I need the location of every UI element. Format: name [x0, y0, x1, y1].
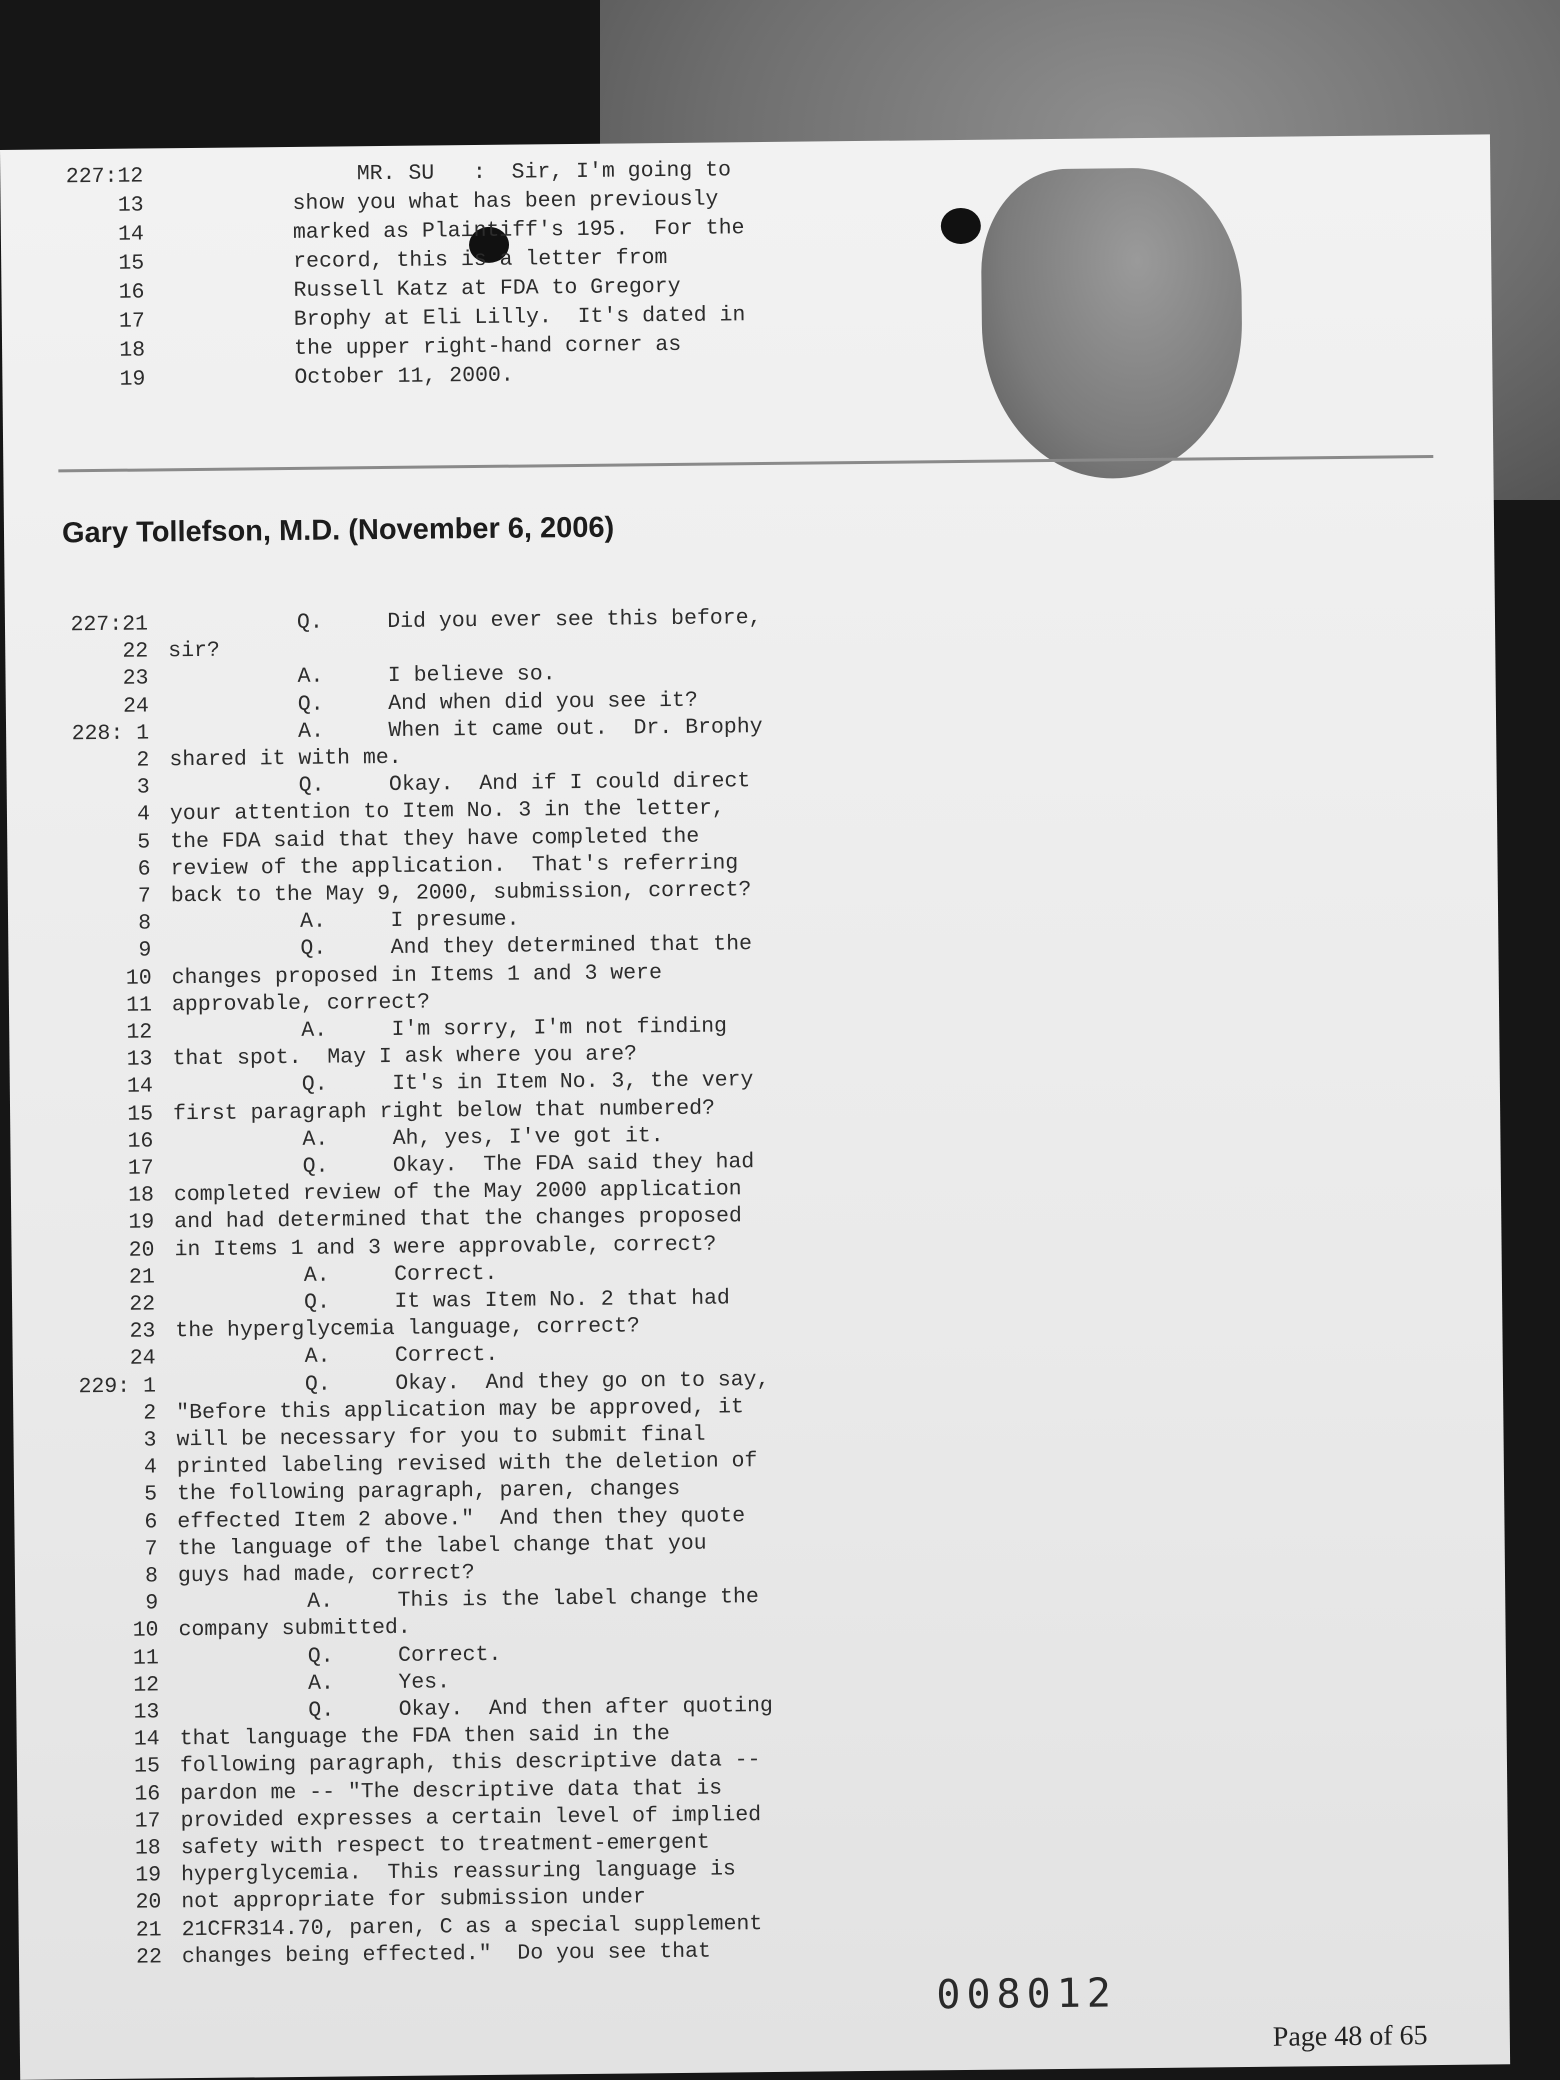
line-number: 15 [134, 1754, 161, 1780]
line-text: hyperglycemia. This reassuring language is [180, 1857, 736, 1888]
line-text: Q. Did you ever see this before, [167, 606, 762, 637]
line-number: 22 [129, 1292, 156, 1317]
line-text: 21CFR314.70, paren, C as a special supplement [181, 1911, 763, 1942]
line-number: 17 [127, 1156, 154, 1181]
line-number: 13 [117, 193, 144, 218]
line-number: 3 [136, 775, 150, 800]
line-text: A. When it came out. Dr. Brophy [168, 714, 763, 746]
line-text: marked as Plaintiff's 195. For the [163, 216, 745, 247]
transcript-line [15, 1616, 410, 1644]
line-text: will be necessary for you to submit final [176, 1422, 706, 1453]
transcript-line [14, 1504, 745, 1536]
line-text: in Items 1 and 3 were approvable, correct? [174, 1232, 717, 1262]
page-number: Page 48 of 65 [1272, 2020, 1428, 2053]
line-text: sir? [168, 638, 220, 664]
transcript-line [0, 187, 718, 219]
transcript-line [11, 1177, 742, 1209]
line-number: 12 [126, 1020, 153, 1045]
line-text: Q. Okay. The FDA said they had [173, 1150, 755, 1181]
bates-number: 008012 [936, 1970, 1118, 2019]
line-number: 22 [135, 1945, 163, 1970]
transcript-line [5, 606, 762, 638]
line-text: the hyperglycemia language, correct? [175, 1314, 640, 1344]
transcript-line [1, 246, 667, 277]
transcript-line [17, 1749, 761, 1781]
transcript-line [10, 1069, 754, 1101]
line-text: A. This is the label change the [178, 1585, 759, 1616]
line-text: Q. Okay. And then after quoting [179, 1693, 773, 1725]
line-text: changes proposed in Items 1 and 3 were [171, 960, 663, 990]
transcript-line [2, 303, 746, 335]
transcript-line [15, 1531, 707, 1562]
line-number: 229: 1 [78, 1374, 157, 1399]
line-number: 228: 1 [71, 721, 150, 747]
transcript-line [18, 1831, 710, 1862]
transcript-line [8, 878, 752, 910]
line-number: 22 [122, 639, 149, 664]
line-number: 14 [117, 222, 145, 247]
transcript-line [6, 715, 763, 747]
transcript-line [13, 1423, 705, 1454]
line-text: Q. Correct. [178, 1642, 502, 1670]
line-text: provided expresses a certain level of implied [180, 1802, 762, 1833]
transcript-line [5, 639, 220, 665]
transcript-line [18, 1858, 736, 1890]
line-number: 16 [118, 280, 145, 305]
line-text: Q. Okay. And they go on to say, [175, 1367, 770, 1398]
line-number: 16 [134, 1782, 161, 1807]
line-number: 10 [125, 966, 152, 991]
transcript-line [10, 1096, 715, 1127]
transcript-line [7, 851, 738, 883]
transcript-line [10, 1124, 663, 1155]
line-text: show you what has been previously [163, 187, 719, 218]
transcript-line [8, 908, 520, 937]
line-number: 8 [144, 1564, 159, 1589]
line-text: and had determined that the changes proposed [174, 1204, 743, 1235]
line-text: the FDA said that they have completed the [170, 824, 700, 854]
line-text: effected Item 2 above." And then they quote [177, 1503, 746, 1534]
transcript-line [12, 1262, 498, 1291]
line-number: 20 [135, 1890, 162, 1916]
line-text: the language of the label change that you [177, 1531, 707, 1562]
line-number: 227:12 [65, 164, 144, 190]
line-text: completed review of the May 2000 application [173, 1177, 742, 1208]
line-text: Q. And when did you see it? [168, 688, 698, 718]
deposition-page [0, 134, 1510, 2079]
line-number: 15 [127, 1102, 154, 1127]
punch-hole [941, 208, 981, 244]
line-text: A. Correct. [174, 1261, 498, 1290]
line-number: 2 [143, 1401, 157, 1426]
line-number: 2 [136, 748, 150, 773]
line-number: 12 [133, 1673, 160, 1698]
line-text: the following paragraph, paren, changes [176, 1477, 681, 1507]
transcript-line [9, 1043, 637, 1074]
transcript-line [11, 1205, 742, 1237]
line-number: 18 [128, 1183, 155, 1208]
transcript-line [2, 333, 681, 364]
line-number: 15 [118, 251, 145, 276]
transcript-line [1, 216, 745, 248]
line-text: review of the application. That's referring [170, 851, 739, 882]
transcript-line [12, 1315, 640, 1346]
line-number: 11 [126, 993, 153, 1018]
line-text: A. Yes. [178, 1670, 451, 1698]
line-number: 23 [129, 1319, 156, 1344]
line-text: A. I believe so. [168, 662, 556, 691]
thumb-overlay [980, 167, 1243, 480]
line-text: Brophy at Eli Lilly. It's dated in [164, 303, 746, 334]
transcript-line [11, 1150, 755, 1182]
transcript-line [17, 1722, 670, 1753]
line-number: 14 [133, 1727, 160, 1752]
line-text: first paragraph right below that numbered? [172, 1096, 716, 1126]
line-text: your attention to Item No. 3 in the letter, [169, 796, 725, 827]
line-number: 7 [137, 884, 151, 909]
line-number: 13 [133, 1700, 160, 1725]
line-number: 4 [143, 1455, 157, 1480]
line-number: 4 [136, 802, 151, 827]
line-number: 5 [144, 1482, 158, 1507]
line-number: 18 [134, 1836, 161, 1861]
transcript-line [15, 1561, 475, 1590]
line-number: 7 [144, 1537, 158, 1562]
line-number: 21 [135, 1917, 162, 1943]
line-number: 18 [119, 338, 146, 363]
transcript-line [7, 769, 751, 801]
line-number: 17 [118, 309, 145, 334]
line-text: following paragraph, this descriptive data -- [179, 1748, 761, 1779]
transcript-line [6, 746, 401, 774]
deponent-heading: Gary Tollefson, M.D. (November 6, 2006) [61, 511, 615, 550]
line-number: 9 [145, 1591, 159, 1616]
line-number: 24 [129, 1346, 156, 1372]
line-text: Q. It was Item No. 2 that had [174, 1286, 730, 1317]
transcript-line [16, 1694, 773, 1726]
transcript-line [0, 158, 731, 190]
transcript-line [6, 688, 698, 719]
line-text: "Before this application may be approved, it [176, 1395, 745, 1426]
transcript-line [14, 1477, 680, 1508]
line-number: 24 [122, 694, 149, 719]
section-divider [58, 455, 1433, 472]
line-text: the upper right-hand corner as [164, 332, 682, 363]
transcript-line [2, 364, 514, 393]
line-number: 13 [126, 1047, 153, 1072]
line-text: printed labeling revised with the deletion of [176, 1449, 758, 1480]
line-number: 19 [119, 367, 146, 392]
line-number: 5 [137, 830, 151, 855]
transcript-line [13, 1395, 744, 1427]
transcript-line [13, 1368, 770, 1400]
line-number: 20 [128, 1238, 155, 1263]
line-text: approvable, correct? [171, 990, 431, 1018]
line-number: 14 [126, 1074, 153, 1100]
transcript-line [5, 663, 555, 693]
transcript-line [16, 1642, 502, 1671]
line-text: A. I'm sorry, I'm not finding [172, 1014, 728, 1045]
line-text: shared it with me. [169, 745, 402, 773]
line-text: Q. It's in Item No. 3, the very [172, 1068, 754, 1099]
line-text: MR. SU : Sir, I'm going to [163, 158, 732, 189]
line-number: 11 [132, 1646, 159, 1671]
line-text: Q. And they determined that the [171, 932, 753, 963]
line-text: Q. Okay. And if I could direct [169, 769, 751, 800]
transcript-line [7, 797, 725, 829]
line-number: 8 [138, 911, 152, 936]
transcript-line [19, 1939, 711, 1970]
transcript-line [12, 1286, 730, 1318]
transcript-line [11, 1232, 716, 1263]
line-number: 21 [128, 1265, 155, 1290]
line-text: record, this is a letter from [164, 246, 668, 276]
line-text: changes being effected." Do you see that [181, 1939, 712, 1969]
line-text: Russell Katz at FDA to Gregory [164, 274, 681, 305]
transcript-line [16, 1670, 450, 1699]
transcript-line [17, 1803, 761, 1835]
transcript-line [1, 275, 680, 306]
line-number: 6 [137, 857, 151, 882]
transcript-line [9, 1014, 727, 1046]
line-number: 9 [138, 938, 152, 963]
line-text: October 11, 2000. [165, 363, 514, 392]
line-number: 23 [122, 666, 149, 692]
transcript-line [19, 1912, 763, 1944]
line-number: 227:21 [70, 612, 149, 638]
line-number: 19 [135, 1863, 162, 1888]
line-text: not appropriate for submission under [181, 1885, 646, 1915]
line-number: 19 [128, 1210, 155, 1236]
line-text: A. Ah, yes, I've got it. [173, 1123, 664, 1154]
line-number: 16 [127, 1129, 154, 1154]
transcript-line [9, 961, 662, 992]
line-number: 3 [143, 1428, 157, 1453]
transcript-line [18, 1886, 646, 1917]
line-text: company submitted. [178, 1616, 411, 1643]
transcript-line [8, 933, 752, 965]
line-text: safety with respect to treatment-emergent [180, 1830, 710, 1861]
line-text: that language the FDA then said in the [179, 1722, 671, 1752]
transcript-line [14, 1449, 758, 1481]
transcript-line [13, 1343, 499, 1372]
transcript-line [17, 1776, 722, 1807]
transcript-line [7, 824, 699, 855]
line-text: guys had made, correct? [177, 1561, 475, 1589]
line-text: A. I presume. [170, 907, 520, 936]
line-number: 10 [132, 1618, 159, 1644]
transcript-line [9, 990, 430, 1018]
line-text: that spot. May I ask where you are? [172, 1042, 638, 1072]
line-number: 17 [134, 1809, 161, 1834]
line-number: 6 [144, 1510, 158, 1535]
line-text: A. Correct. [175, 1343, 499, 1371]
line-text: pardon me -- "The descriptive data that is [180, 1776, 723, 1806]
line-text: back to the May 9, 2000, submission, correct? [170, 878, 752, 909]
transcript-line [15, 1585, 759, 1617]
